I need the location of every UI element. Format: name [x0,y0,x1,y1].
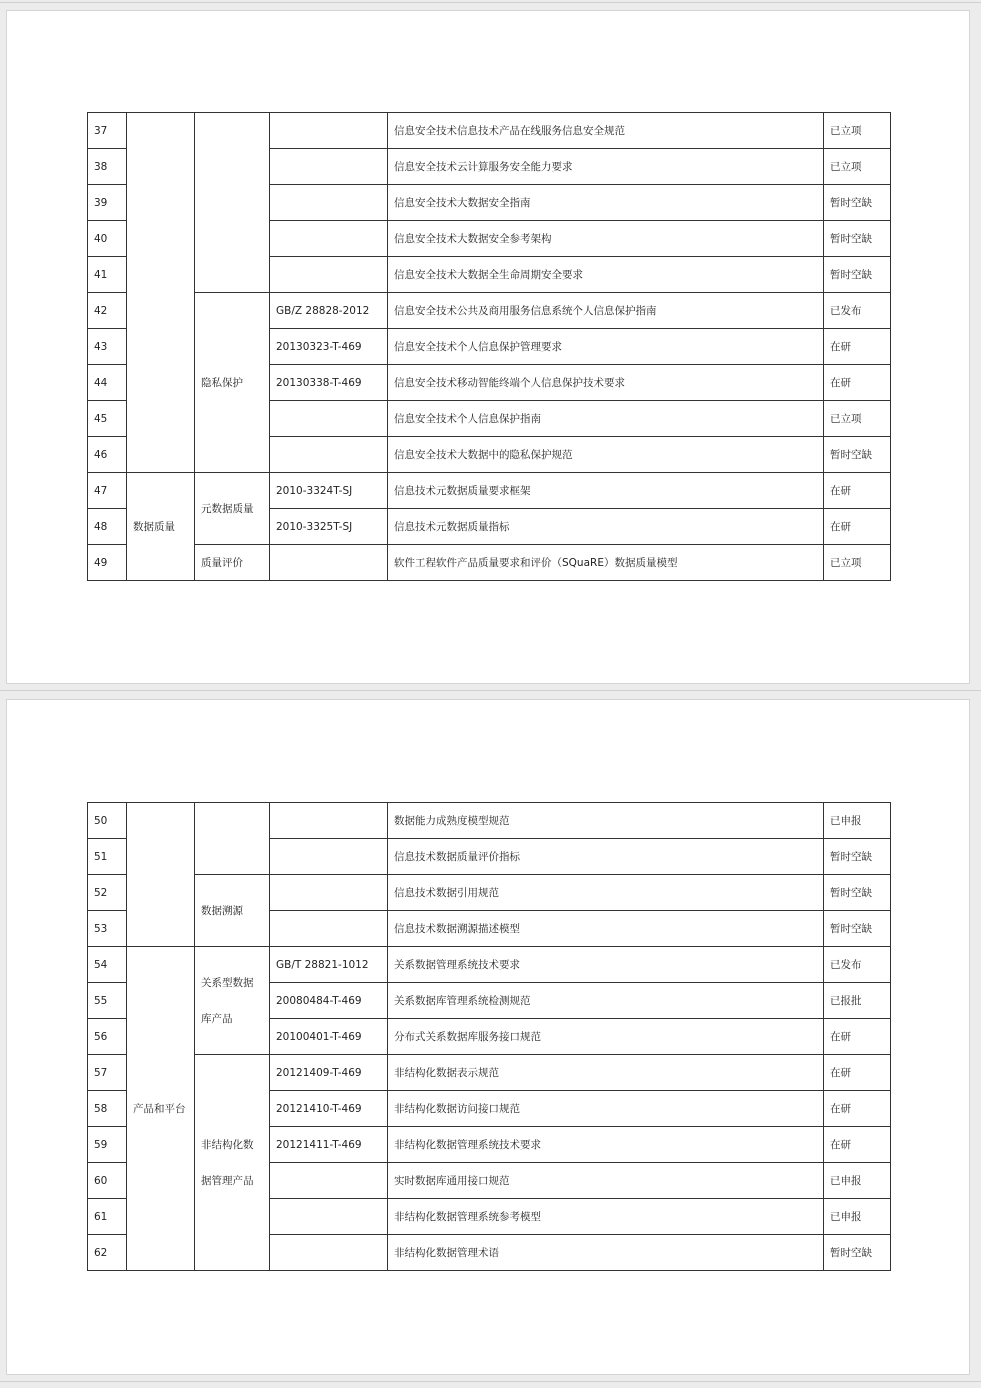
standard-status: 已立项 [824,149,891,185]
subcategory-privacy: 隐私保护 [195,293,270,473]
standard-name: 信息安全技术移动智能终端个人信息保护技术要求 [388,365,824,401]
row-number: 50 [88,803,127,839]
row-number: 48 [88,509,127,545]
standard-name: 非结构化数据访问接口规范 [388,1091,824,1127]
standard-name: 非结构化数据管理术语 [388,1235,824,1271]
standard-name: 信息安全技术公共及商用服务信息系统个人信息保护指南 [388,293,824,329]
standard-code [270,149,388,185]
subcategory-cell [195,113,270,293]
row-number: 39 [88,185,127,221]
standard-status: 暂时空缺 [824,1235,891,1271]
row-number: 62 [88,1235,127,1271]
standard-code [270,911,388,947]
standard-code [270,437,388,473]
standard-code [270,185,388,221]
row-number: 55 [88,983,127,1019]
table-row [88,947,891,983]
row-number: 46 [88,437,127,473]
standard-name: 关系数据管理系统技术要求 [388,947,824,983]
subcategory-quality-eval: 质量评价 [195,545,270,581]
subcategory-unstructured: 非结构化数据管理产品 [195,1055,270,1271]
category-cell [127,113,195,473]
standard-status: 在研 [824,473,891,509]
standard-status: 在研 [824,329,891,365]
subcategory-relational: 关系型数据库产品 [195,947,270,1055]
row-number: 49 [88,545,127,581]
row-number: 52 [88,875,127,911]
standard-status: 已报批 [824,983,891,1019]
standard-name: 信息安全技术大数据全生命周期安全要求 [388,257,824,293]
table-row [88,293,891,329]
standard-status: 已发布 [824,293,891,329]
standard-name: 数据能力成熟度模型规范 [388,803,824,839]
standard-code: 20130338-T-469 [270,365,388,401]
category-products: 产品和平台 [127,947,195,1271]
standard-status: 暂时空缺 [824,437,891,473]
standard-code: GB/Z 28828-2012 [270,293,388,329]
subcategory-traceability: 数据溯源 [195,875,270,947]
standard-status: 已立项 [824,113,891,149]
standard-code: 2010-3325T-SJ [270,509,388,545]
document-page-1 [6,10,970,684]
standard-status: 暂时空缺 [824,875,891,911]
table-row [88,803,891,839]
row-number: 42 [88,293,127,329]
row-number: 56 [88,1019,127,1055]
row-number: 58 [88,1091,127,1127]
standard-code: 20121410-T-469 [270,1091,388,1127]
standard-code [270,113,388,149]
table-row [88,473,891,509]
standard-code: 2010-3324T-SJ [270,473,388,509]
standard-status: 已发布 [824,947,891,983]
standard-name: 信息技术数据质量评价指标 [388,839,824,875]
standard-status: 已申报 [824,1199,891,1235]
standard-name: 信息安全技术信息技术产品在线服务信息安全规范 [388,113,824,149]
subcategory-meta-quality: 元数据质量 [195,473,270,545]
subcategory-cell [195,803,270,875]
row-number: 51 [88,839,127,875]
standard-name: 软件工程软件产品质量要求和评价（SQuaRE）数据质量模型 [388,545,824,581]
standard-name: 信息安全技术大数据中的隐私保护规范 [388,437,824,473]
standard-name: 分布式关系数据库服务接口规范 [388,1019,824,1055]
standard-status: 暂时空缺 [824,911,891,947]
document-page-2 [6,699,970,1375]
standard-status: 暂时空缺 [824,839,891,875]
standard-name: 信息技术数据引用规范 [388,875,824,911]
standard-status: 已申报 [824,1163,891,1199]
standard-name: 非结构化数据管理系统技术要求 [388,1127,824,1163]
standard-status: 已申报 [824,803,891,839]
standard-name: 非结构化数据管理系统参考模型 [388,1199,824,1235]
category-cell [127,803,195,947]
standard-code [270,839,388,875]
standard-status: 暂时空缺 [824,185,891,221]
standard-name: 信息安全技术个人信息保护指南 [388,401,824,437]
row-number: 57 [88,1055,127,1091]
standard-name: 信息技术数据溯源描述模型 [388,911,824,947]
row-number: 59 [88,1127,127,1163]
standard-name: 信息技术元数据质量要求框架 [388,473,824,509]
standard-code: 20130323-T-469 [270,329,388,365]
row-number: 38 [88,149,127,185]
standard-code [270,1163,388,1199]
standard-status: 已立项 [824,401,891,437]
standard-status: 在研 [824,1127,891,1163]
standard-name: 信息安全技术大数据安全参考架构 [388,221,824,257]
standard-status: 在研 [824,1091,891,1127]
standard-name: 信息安全技术大数据安全指南 [388,185,824,221]
standard-code: 20121411-T-469 [270,1127,388,1163]
standard-name: 实时数据库通用接口规范 [388,1163,824,1199]
row-number: 60 [88,1163,127,1199]
category-data-quality: 数据质量 [127,473,195,581]
standard-status: 暂时空缺 [824,257,891,293]
standard-code: GB/T 28821-1012 [270,947,388,983]
standard-code: 20080484-T-469 [270,983,388,1019]
standard-code [270,221,388,257]
standard-code [270,545,388,581]
standard-code: 20121409-T-469 [270,1055,388,1091]
standard-code [270,401,388,437]
row-number: 41 [88,257,127,293]
standards-table-2 [87,802,891,1271]
row-number: 61 [88,1199,127,1235]
table-row [88,113,891,149]
standard-status: 在研 [824,365,891,401]
standard-code: 20100401-T-469 [270,1019,388,1055]
standards-table-1 [87,112,891,581]
row-number: 47 [88,473,127,509]
standard-status: 在研 [824,509,891,545]
standard-status: 暂时空缺 [824,221,891,257]
standard-status: 在研 [824,1019,891,1055]
row-number: 37 [88,113,127,149]
standard-status: 在研 [824,1055,891,1091]
standard-name: 信息安全技术个人信息保护管理要求 [388,329,824,365]
standard-code [270,257,388,293]
row-number: 44 [88,365,127,401]
standard-code [270,1235,388,1271]
row-number: 54 [88,947,127,983]
row-number: 53 [88,911,127,947]
standard-code [270,1199,388,1235]
row-number: 40 [88,221,127,257]
table-row [88,1055,891,1091]
standard-code [270,875,388,911]
row-number: 45 [88,401,127,437]
standard-code [270,803,388,839]
table-row [88,545,891,581]
row-number: 43 [88,329,127,365]
standard-name: 信息安全技术云计算服务安全能力要求 [388,149,824,185]
standard-status: 已立项 [824,545,891,581]
standard-name: 信息技术元数据质量指标 [388,509,824,545]
table-row [88,875,891,911]
standard-name: 非结构化数据表示规范 [388,1055,824,1091]
standard-name: 关系数据库管理系统检测规范 [388,983,824,1019]
